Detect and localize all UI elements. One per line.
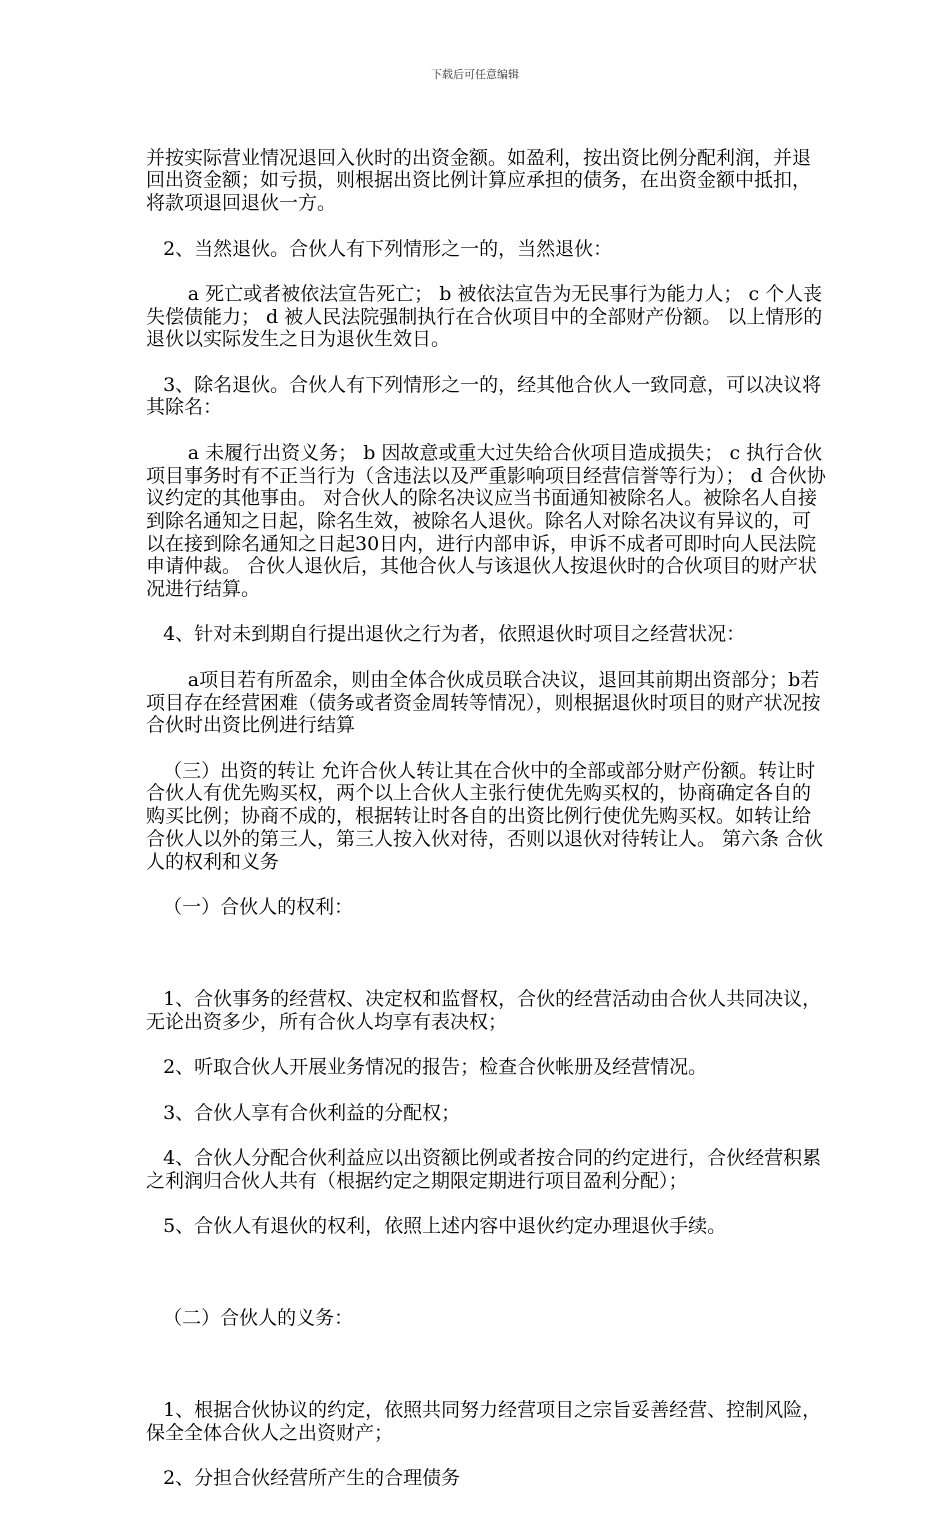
paragraph: 并按实际营业情况退回入伙时的出资金额。如盈利，按出资比例分配利润，并退回出资金额；如亏损，则根据出资比例计算应承担的债务，在出资金额中抵扣，将款项退回退伙一方。 [146, 146, 812, 215]
section-heading: （一）合伙人的权利： [163, 895, 354, 918]
paragraph: a 未履行出资义务； b 因故意或重大过失给合伙项目造成损失； c 执行合伙项目事务时有不正当行为（含违法以及严重影响项目经营信誉等行为）； d 合伙协议约定的其他事由。 对合伙人的除名决议应当书面通知被除名人。被除名人自接到除名通知之日起，除名生效，被除名人退伙。除名人对除名决议有异议的，可以在接到除名通知之日起30日内，进行内部申诉，申诉不成者可即时向人民法院申请仲裁。 合伙人退伙后，其他合伙人与该退伙人按退伙时的合伙项目的财产状况进行结算。 [146, 441, 826, 601]
paragraph: 5、合伙人有退伙的权利，依照上述内容中退伙约定办理退伙手续。 [163, 1215, 727, 1238]
paragraph: a项目若有所盈余，则由全体合伙成员联合决议，退回其前期出资部分；b若项目存在经营困难（债务或者资金周转等情况），则根据退伙时项目的财产状况按合伙时出资比例进行结算 [146, 668, 821, 737]
paragraph: 3、除名退伙。合伙人有下列情形之一的，经其他合伙人一致同意，可以决议将其除名： [146, 373, 822, 419]
paragraph: 1、合伙事务的经营权、决定权和监督权，合伙的经营活动由合伙人共同决议，无论出资多少，所有合伙人均享有表决权； [146, 988, 822, 1033]
paragraph: a 死亡或者被依法宣告死亡； b 被依法宣告为无民事行为能力人； c 个人丧失偿债能力； d 被人民法院强制执行在合伙项目中的全部财产份额。 以上情形的退伙以实际发生之日为退伙生效日。 [146, 282, 823, 351]
paragraph: 1、根据合伙协议的约定，依照共同努力经营项目之宗旨妥善经营、控制风险，保全全体合伙人之出资财产； [146, 1399, 822, 1444]
paragraph: 2、当然退伙。合伙人有下列情形之一的，当然退伙： [163, 237, 613, 260]
paragraph: 2、分担合伙经营所产生的合理债务 [163, 1467, 461, 1490]
paragraph: 4、合伙人分配合伙利益应以出资额比例或者按合同的约定进行，合伙经营积累之利润归合伙人共有（根据约定之期限定期进行项目盈利分配）； [146, 1146, 822, 1192]
paragraph: 2、听取合伙人开展业务情况的报告；检查合伙帐册及经营情况。 [163, 1056, 708, 1079]
blank-line [146, 1260, 826, 1284]
page-header: 下载后可任意编辑 [431, 68, 519, 81]
section-heading: （二）合伙人的义务： [163, 1307, 354, 1330]
paragraph: （三）出资的转让 允许合伙人转让其在合伙中的全部或部分财产份额。转让时合伙人有优先购买权，两个以上合伙人主张行使优先购买权的，协商确定各自的购买比例；协商不成的，根据转让时各自的出资比例行使优先购买权。如转让给合伙人以外的第三人，第三人按入伙对待，否则以退伙对待转让人。 第六条 合伙人的权利和义务 [146, 759, 824, 873]
paragraph: 4、针对未到期自行提出退伙之行为者，依照退伙时项目之经营状况： [163, 623, 746, 646]
blank-line [146, 1353, 826, 1377]
paragraph: 3、合伙人享有合伙利益的分配权； [163, 1101, 461, 1124]
document-body [146, 124, 826, 1513]
blank-line [146, 941, 826, 965]
